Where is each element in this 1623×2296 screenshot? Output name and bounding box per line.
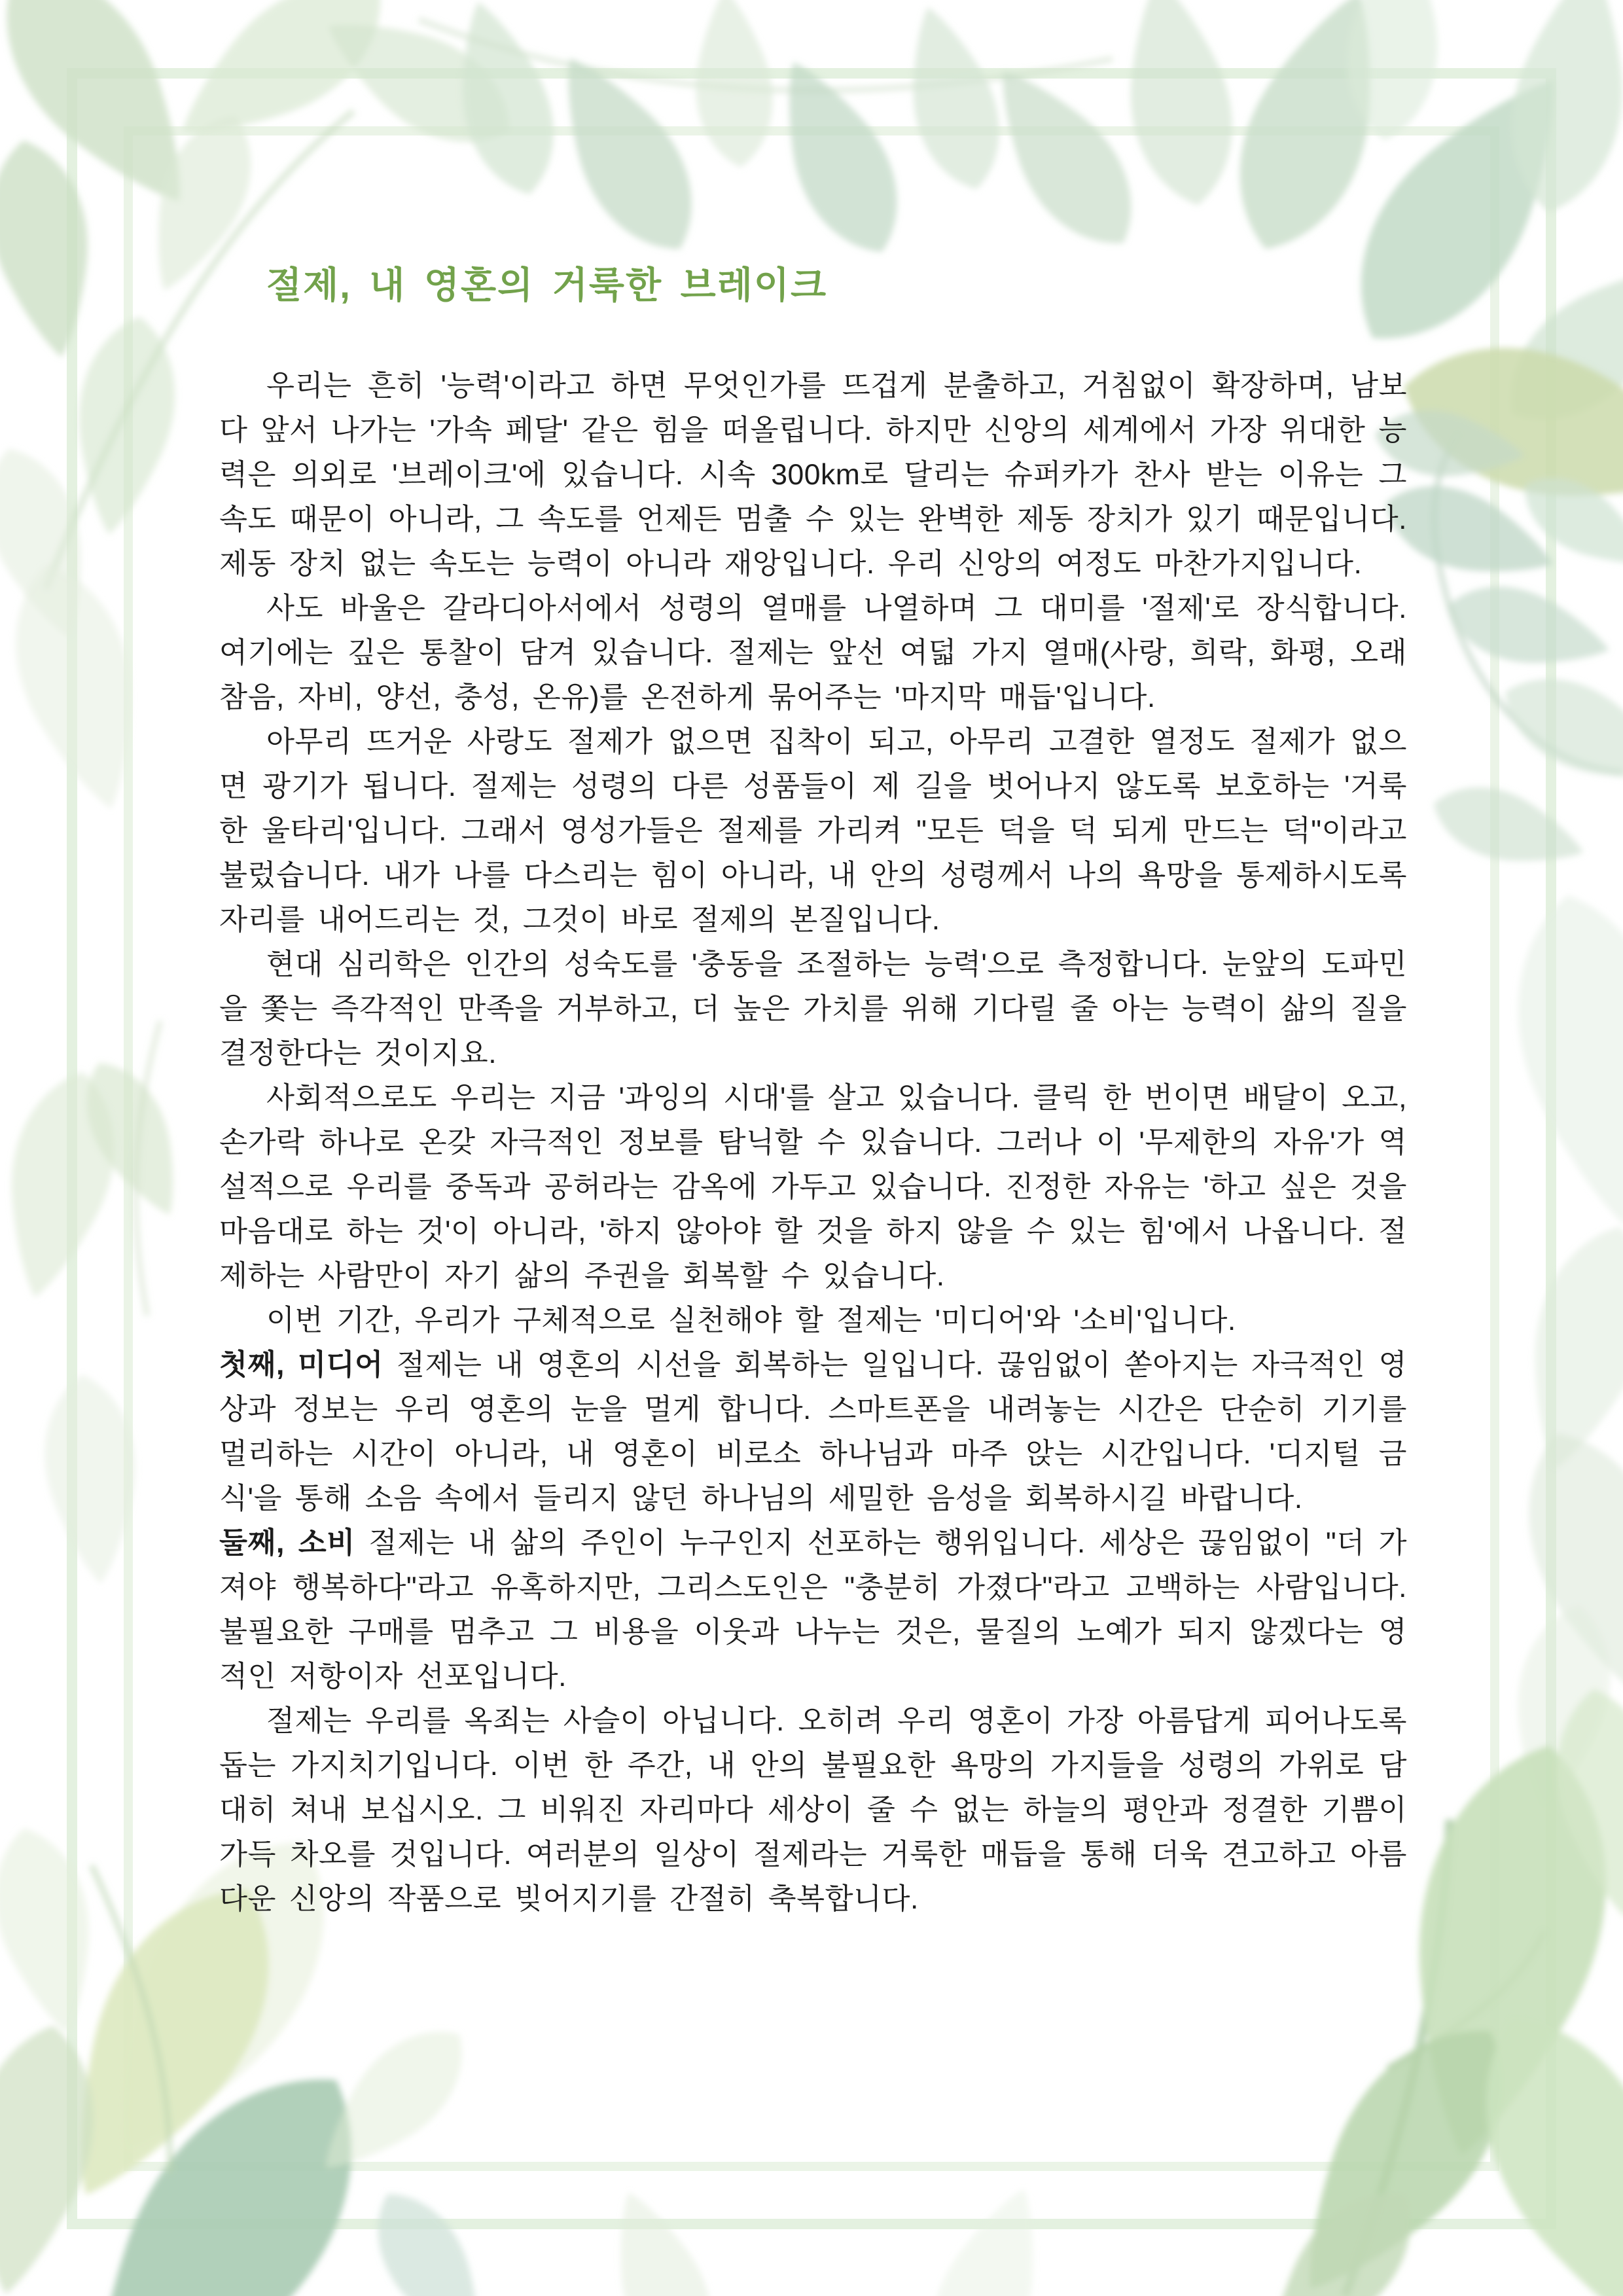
bold-text-run: 첫째, 미디어: [219, 1349, 383, 1381]
text-run: 아무리 뜨거운 사랑도 절제가 없으면 집착이 되고, 아무리 고결한 열정도 절제가 없으면 광기가 됩니다. 절제는 성령의 다른 성품들이 제 길을 벗어나지 않도록 보호하는 '거룩한 울타리'입니다. 그래서 영성가들은 절제를 가리켜 "모든 덕을 덕 되게 만드는 덕"이라고 불렀습니다. 내가 나를 다스리는 힘이 아니라, 내 안의 성령께서 나의 욕망을 통제하시도록 자리를 내어드리는 것, 그것이 바로 절제의 본질입니다.: [219, 726, 1407, 936]
leaf-cluster-left-middle: [0, 552, 202, 1587]
text-run: 절제는 내 영혼의 시선을 회복하는 일입니다. 끊임없이 쏟아지는 자극적인 영상과 정보는 우리 영혼의 눈을 멀게 합니다. 스마트폰을 내려놓는 시간은 단순히 기기를 멀리하는 시간이 아니라, 내 영혼이 비로소 하나님과 마주 앉는 시간입니다. '디지털 금식'을 통해 소음 속에서 들리지 않던 하나님의 세밀한 음성을 회복하시길 바랍니다.: [219, 1349, 1407, 1515]
text-run: 이번 기간, 우리가 구체적으로 실천해야 할 절제는 '미디어'와 '소비'입니다.: [266, 1304, 1236, 1336]
paragraph: [219, 1076, 1407, 1299]
paragraph: [219, 942, 1407, 1076]
text-run: 사도 바울은 갈라디아서에서 성령의 열매를 나열하며 그 대미를 '절제'로 장식합니다. 여기에는 깊은 통찰이 담겨 있습니다. 절제는 앞선 여덟 가지 열매(사랑, 희락, 화평, 오래 참음, 자비, 양선, 충성, 온유)를 온전하게 묶어주는 '마지막 매듭'입니다.: [219, 592, 1407, 713]
paragraph: [219, 1299, 1407, 1343]
text-run: 절제는 내 삶의 주인이 누구인지 선포하는 행위입니다. 세상은 끊임없이 "더 가져야 행복하다"라고 유혹하지만, 그리스도인은 "충분히 가졌다"라고 고백하는 사람입니다. 불필요한 구매를 멈추고 그 비용을 이웃과 나누는 것은, 물질의 노예가 되지 않겠다는 영적인 저항이자 선포입니다.: [219, 1527, 1407, 1693]
paragraph: [219, 720, 1407, 942]
page-title: 절제, 내 영혼의 거룩한 브레이크: [266, 264, 828, 306]
leaf-cluster-bottom-center: [591, 2174, 1066, 2296]
paragraph: [219, 1343, 1407, 1521]
paragraph: [219, 586, 1407, 720]
paragraph: [219, 1699, 1407, 1922]
text-run: 사회적으로도 우리는 지금 '과잉의 시대'를 살고 있습니다. 클릭 한 번이면 배달이 오고, 손가락 하나로 온갖 자극적인 정보를 탐닉할 수 있습니다. 그러나 이 '무제한의 자유'가 역설적으로 우리를 중독과 공허라는 감옥에 가두고 있습니다. 진정한 자유는 '하고 싶은 것을 마음대로 하는 것'이 아니라, '하지 않아야 할 것을 하지 않을 수 있는 힘'에서 나옵니다. 절제하는 사람만이 자기 삶의 주권을 회복할 수 있습니다.: [219, 1082, 1407, 1292]
leaf-cluster-right-lower: [1497, 883, 1623, 1820]
paragraph: [219, 364, 1407, 586]
leaf-cluster-top-garland: [419, 0, 1247, 272]
text-run: 우리는 흔히 '능력'이라고 하면 무엇인가를 뜨겁게 분출하고, 거침없이 확장하며, 남보다 앞서 나가는 '가속 페달' 같은 힘을 떠올립니다. 하지만 신앙의 세계에서 가장 위대한 능력은 의외로 '브레이크'에 있습니다. 시속 300km로 달리는 슈퍼카가 찬사 받는 이유는 그 속도 때문이 아니라, 그 속도를 언제든 멈출 수 있는 완벽한 제동 장치가 있기 때문입니다. 제동 장치 없는 속도는 능력이 아니라 재앙입니다. 우리 신앙의 여정도 마찬가지입니다.: [219, 370, 1407, 580]
paragraph: [219, 1521, 1407, 1699]
text-run: 절제는 우리를 옥죄는 사슬이 아닙니다. 오히려 우리 영혼이 가장 아름답게 피어나도록 돕는 가지치기입니다. 이번 한 주간, 내 안의 불필요한 욕망의 가지들을 성령의 가위로 담대히 쳐내 보십시오. 그 비워진 자리마다 세상이 줄 수 없는 하늘의 평안과 정결한 기쁨이 가득 차오를 것입니다. 여러분의 일상이 절제라는 거룩한 매듭을 통해 더욱 견고하고 아름다운 신앙의 작품으로 빚어지기를 간절히 축복합니다.: [219, 1705, 1407, 1915]
article: [219, 257, 1407, 1922]
bold-text-run: 둘째, 소비: [219, 1527, 355, 1559]
leaf-cluster-right-branch: [1370, 319, 1623, 884]
article-body: [219, 364, 1407, 1922]
text-run: 현대 심리학은 인간의 성숙도를 '충동을 조절하는 능력'으로 측정합니다. 눈앞의 도파민을 쫓는 즉각적인 만족을 거부하고, 더 높은 가치를 위해 기다릴 줄 아는 능력이 삶의 질을 결정한다는 것이지요.: [219, 948, 1407, 1069]
